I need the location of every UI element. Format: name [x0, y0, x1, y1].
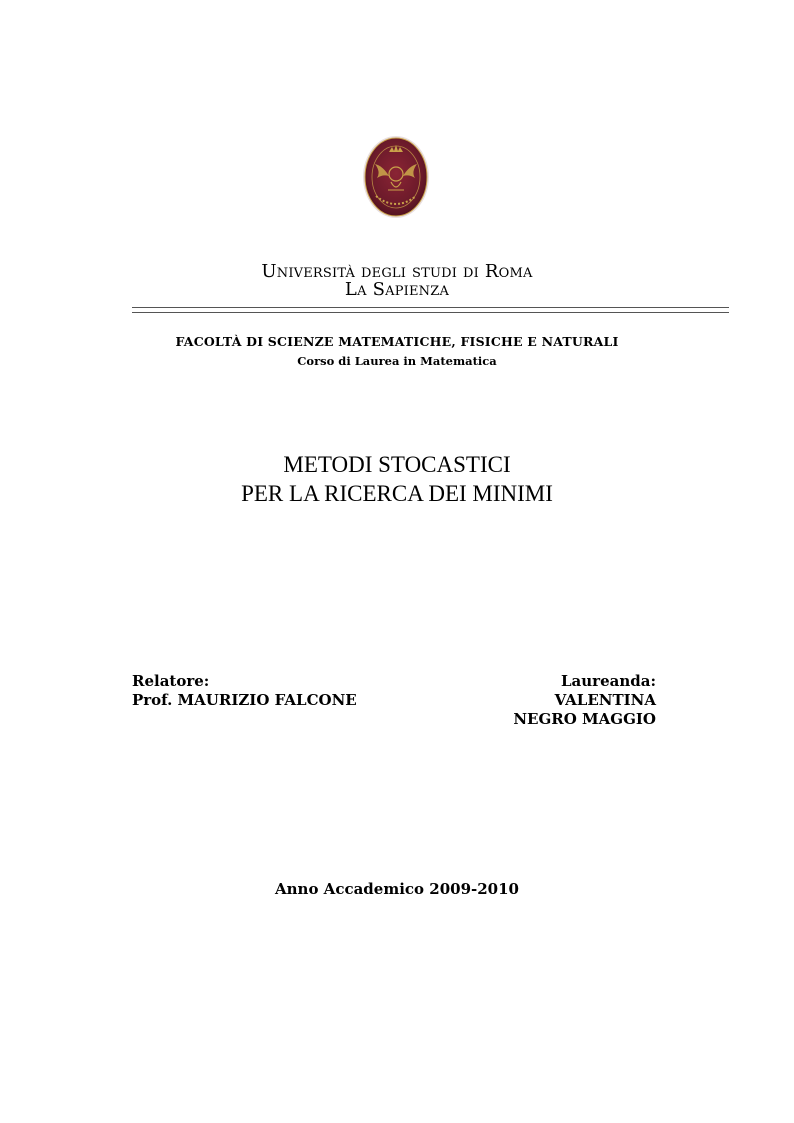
divider-bottom — [132, 312, 729, 313]
candidate-name-line2: NEGRO MAGGIO — [513, 710, 656, 728]
university-name: Università degli studi di Roma — [261, 261, 533, 282]
candidate-block — [513, 672, 656, 729]
divider-top — [132, 307, 729, 308]
faculty-name: FACOLTÀ DI SCIENZE MATEMATICHE, FISICHE E NATURALI — [175, 334, 619, 349]
thesis-title-line2: PER LA RICERCA DEI MINIMI — [241, 481, 553, 506]
thesis-title-line1: METODI STOCASTICI — [283, 452, 511, 477]
university-seal — [361, 134, 431, 220]
candidate-name-line1: VALENTINA — [554, 691, 656, 709]
university-subtitle: La Sapienza — [344, 279, 450, 300]
academic-year: Anno Accademico 2009-2010 — [275, 880, 519, 898]
advisor-label: Relatore: — [132, 672, 210, 690]
advisor-block — [132, 672, 357, 710]
candidate-label: Laureanda: — [561, 672, 656, 690]
advisor-name: Prof. MAURIZIO FALCONE — [132, 691, 357, 709]
sapienza-seal-icon — [361, 134, 431, 220]
course-name: Corso di Laurea in Matematica — [297, 354, 497, 368]
